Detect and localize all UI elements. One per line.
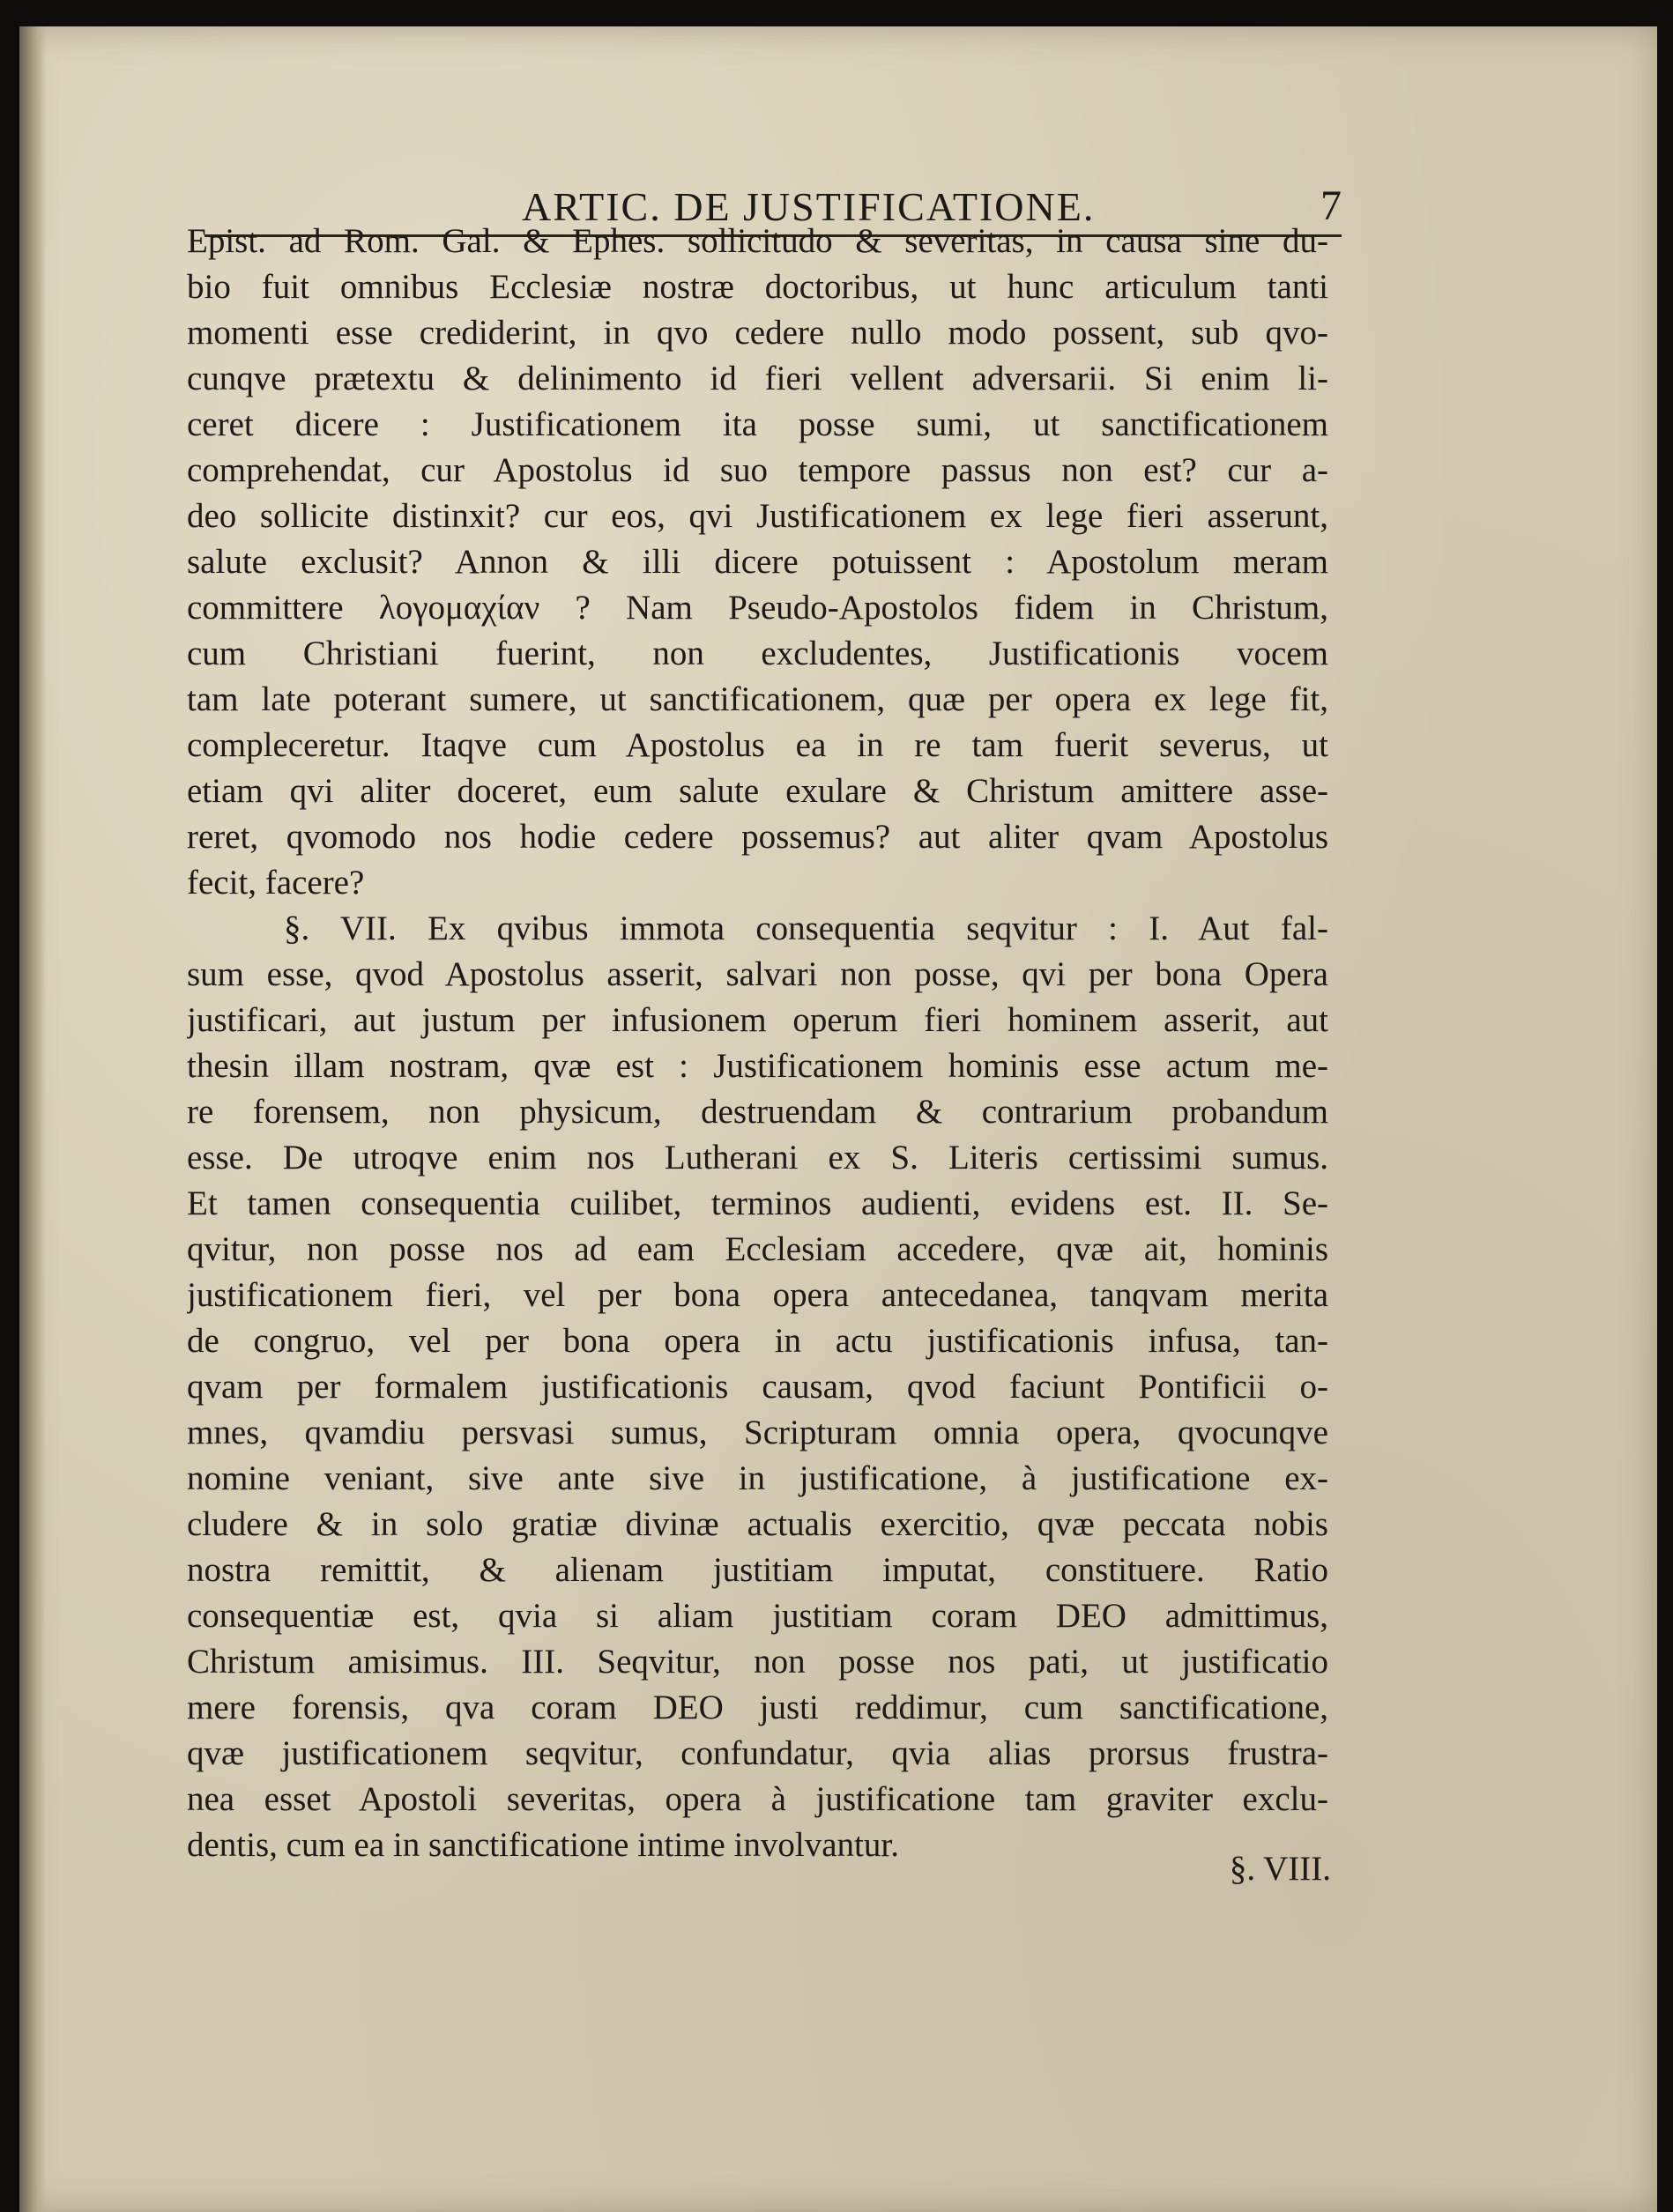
text-line: reret, qvomodo nos hodie cedere possemus? aut aliter qvam Apostolus (187, 818, 1328, 856)
text-line: committere λογομαχίαν ? Nam Pseudo-Apostolos fidem in Christum, (187, 589, 1328, 627)
text-line: Christum amisimus. III. Seqvitur, non posse nos pati, ut justificatio (187, 1643, 1328, 1681)
text-line: consequentiæ est, qvia si aliam justitiam coram DEO admittimus, (187, 1597, 1328, 1635)
text-line: deo sollicite distinxit? cur eos, qvi Justificationem ex lege fieri asserunt, (187, 497, 1328, 535)
text-line: de congruo, vel per bona opera in actu justificationis infusa, tan- (187, 1322, 1328, 1360)
text-line: qvitur, non posse nos ad eam Ecclesiam accedere, qvæ ait, hominis (187, 1230, 1328, 1268)
text-line: cludere & in solo gratiæ divinæ actualis exercitio, qvæ peccata nobis (187, 1505, 1328, 1543)
body-text (187, 219, 1328, 1868)
text-line: compleceretur. Itaqve cum Apostolus ea in re tam fuerit severus, ut (187, 726, 1328, 764)
text-line: justificari, aut justum per infusionem operum fieri hominem asserit, aut (187, 1001, 1328, 1039)
text-line: tam late poterant sumere, ut sanctificationem, quæ per opera ex lege fit, (187, 680, 1328, 718)
text-line: etiam qvi aliter doceret, eum salute exulare & Christum amittere asse- (187, 772, 1328, 810)
page-number: 7 (1320, 182, 1342, 229)
text-line: momenti esse crediderint, in qvo cedere nullo modo possent, sub qvo- (187, 314, 1328, 352)
text-line: qvæ justificationem seqvitur, confundatur, qvia alias prorsus frustra- (187, 1734, 1328, 1772)
text-line: nomine veniant, sive ante sive in justificatione, à justificatione ex- (187, 1459, 1328, 1497)
text-line: nostra remittit, & alienam justitiam imputat, constituere. Ratio (187, 1551, 1328, 1589)
section-heading-line: §. VII. Ex qvibus immota consequentia seqvitur : I. Aut fal- (284, 909, 1328, 947)
text-line: esse. De utroqve enim nos Lutherani ex S. Literis certissimi sumus. (187, 1139, 1328, 1177)
catchword: §. VIII. (1229, 1850, 1331, 1888)
text-line: comprehendat, cur Apostolus id suo tempore passus non est? cur a- (187, 451, 1328, 489)
text-line: nea esset Apostoli severitas, opera à justificatione tam graviter exclu- (187, 1780, 1328, 1818)
text-line: re forensem, non physicum, destruendam & contrarium probandum (187, 1093, 1328, 1131)
text-line: Epist. ad Rom. Gal. & Ephes. sollicitudo & severitas, in causa sine du- (187, 222, 1328, 260)
text-line: justificationem fieri, vel per bona opera antecedanea, tanqvam merita (187, 1276, 1328, 1314)
text-line: cunqve prætextu & delinimento id fieri vellent adversarii. Si enim li- (187, 360, 1328, 397)
page-gutter-shadow (19, 26, 46, 2212)
text-line: mere forensis, qva coram DEO justi reddimur, cum sanctificatione, (187, 1689, 1328, 1726)
text-line: mnes, qvamdiu persvasi sumus, Scripturam omnia opera, qvocunqve (187, 1414, 1328, 1451)
text-line: fecit, facere? (187, 864, 365, 902)
text-line: Et tamen consequentia cuilibet, terminos audienti, evidens est. II. Se- (187, 1184, 1328, 1222)
running-title: ARTIC. DE JUSTIFICATIONE. (522, 184, 1096, 229)
text-line: dentis, cum ea in sanctificatione intime involvantur. (187, 1826, 899, 1864)
text-line: salute exclusit? Annon & illi dicere potuissent : Apostolum meram (187, 543, 1328, 581)
text-line: sum esse, qvod Apostolus asserit, salvari non posse, qvi per bona Opera (187, 955, 1328, 993)
text-line: cum Christiani fuerint, non excludentes, Justificationis vocem (187, 635, 1328, 672)
text-line: bio fuit omnibus Ecclesiæ nostræ doctoribus, ut hunc articulum tanti (187, 268, 1328, 306)
text-line: qvam per formalem justificationis causam, qvod faciunt Pontificii o- (187, 1368, 1328, 1406)
text-line: ceret dicere : Justificationem ita posse sumi, ut sanctificationem (187, 405, 1328, 443)
text-line: thesin illam nostram, qvæ est : Justificationem hominis esse actum me- (187, 1047, 1328, 1085)
